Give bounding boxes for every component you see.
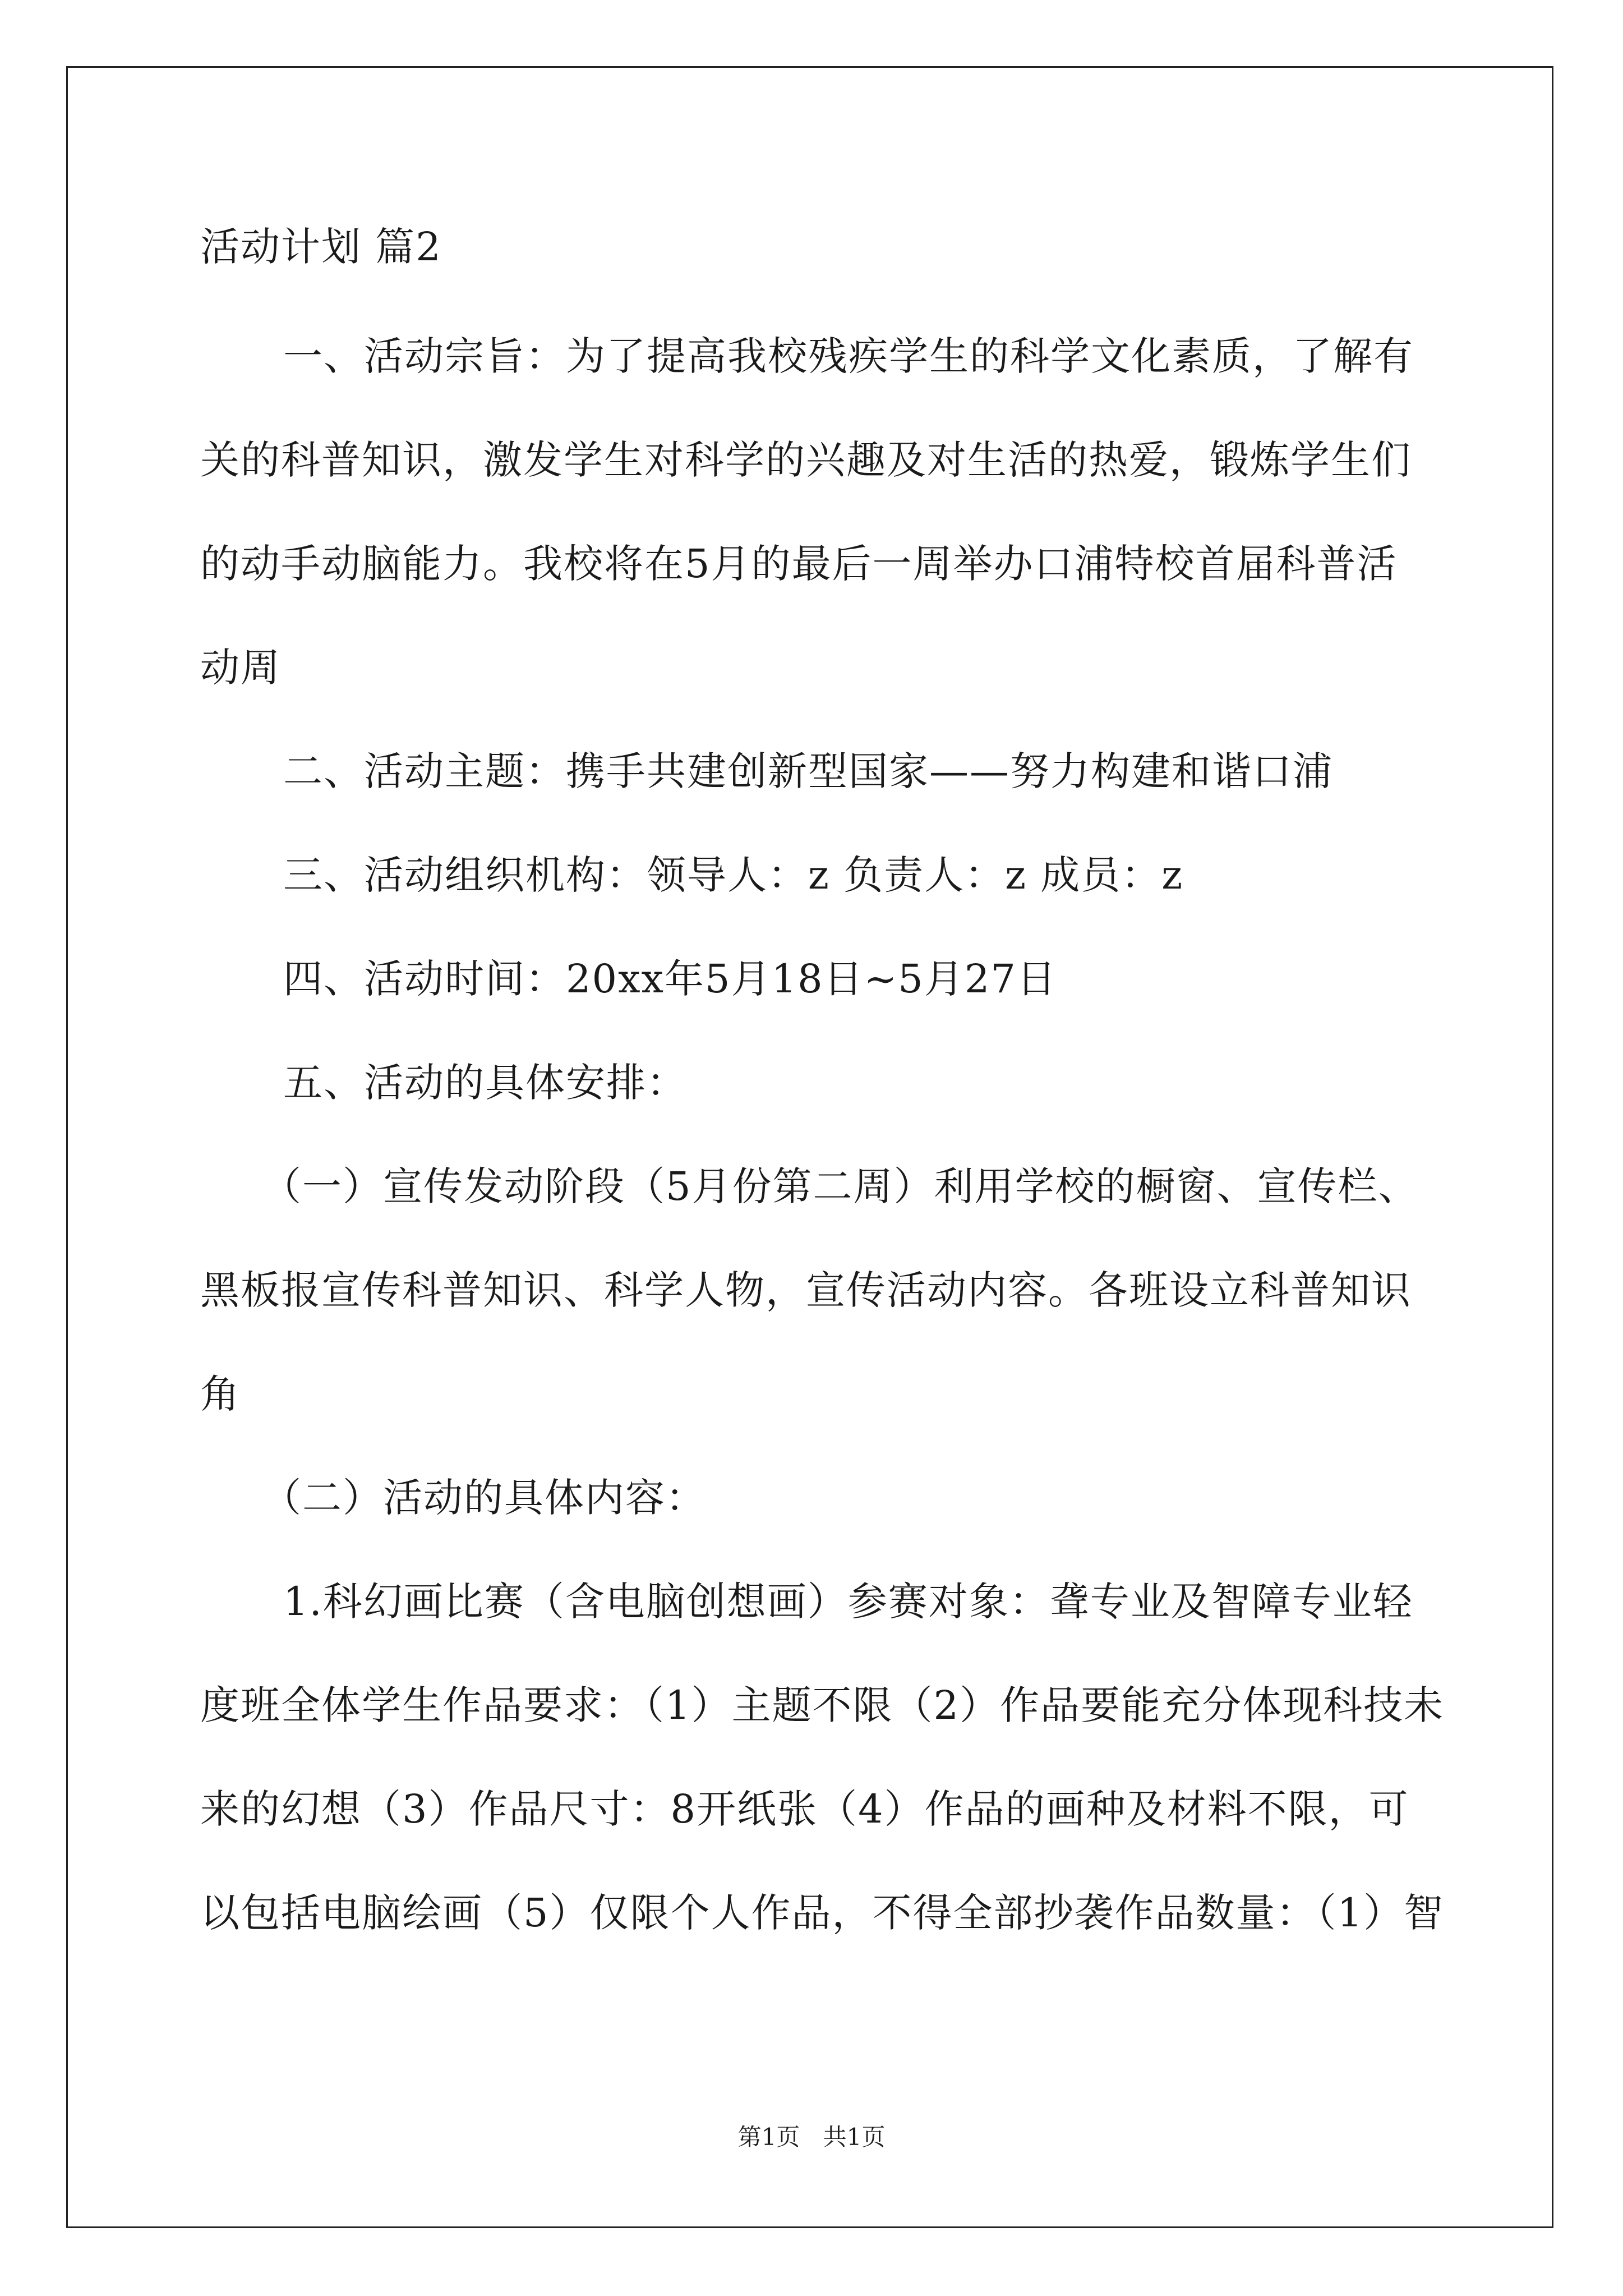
document-heading: 活动计划 篇2 <box>200 224 442 270</box>
paragraph-line: 关的科普知识，激发学生对科学的兴趣及对生活的热爱，锻炼学生们 <box>200 437 1412 483</box>
paragraph-line: 来的幻想（3）作品尺寸：8开纸张（4）作品的画种及材料不限，可 <box>200 1786 1409 1832</box>
paragraph-content-title: （二）活动的具体内容： <box>262 1475 706 1521</box>
page-total: 共1页 <box>823 2123 886 2151</box>
paragraph-line: 以包括电脑绘画（5）仅限个人作品，不得全部抄袭作品数量：（1）智 <box>200 1890 1445 1936</box>
paragraph-line: 黑板报宣传科普知识、科学人物，宣传活动内容。各班设立科普知识 <box>200 1267 1412 1313</box>
paragraph-line: 的动手动脑能力。我校将在5月的最后一周举办口浦特校首届科普活 <box>200 541 1398 587</box>
paragraph-theme: 二、活动主题：携手共建创新型国家——努力构建和谐口浦 <box>283 748 1333 794</box>
paragraph-line: 动周 <box>200 645 281 691</box>
paragraph-line: 角 <box>200 1371 241 1417</box>
page-number: 第1页 <box>737 2123 800 2151</box>
paragraph-arrangement: 五、活动的具体安排： <box>283 1060 687 1106</box>
page-footer <box>0 2120 1623 2154</box>
paragraph-line: （一）宣传发动阶段（5月份第二周）利用学校的橱窗、宣传栏、 <box>262 1163 1419 1209</box>
paragraph-organization: 三、活动组织机构：领导人：z 负责人：z 成员：z <box>283 852 1184 898</box>
paragraph-line: 1.科幻画比赛（含电脑创想画）参赛对象：聋专业及智障专业轻 <box>283 1579 1413 1625</box>
paragraph-time: 四、活动时间：20xx年5月18日~5月27日 <box>283 956 1057 1002</box>
paragraph-line: 度班全体学生作品要求：（1）主题不限（2）作品要能充分体现科技未 <box>200 1682 1445 1728</box>
paragraph-line: 一、活动宗旨：为了提高我校残疾学生的科学文化素质，了解有 <box>283 333 1414 379</box>
